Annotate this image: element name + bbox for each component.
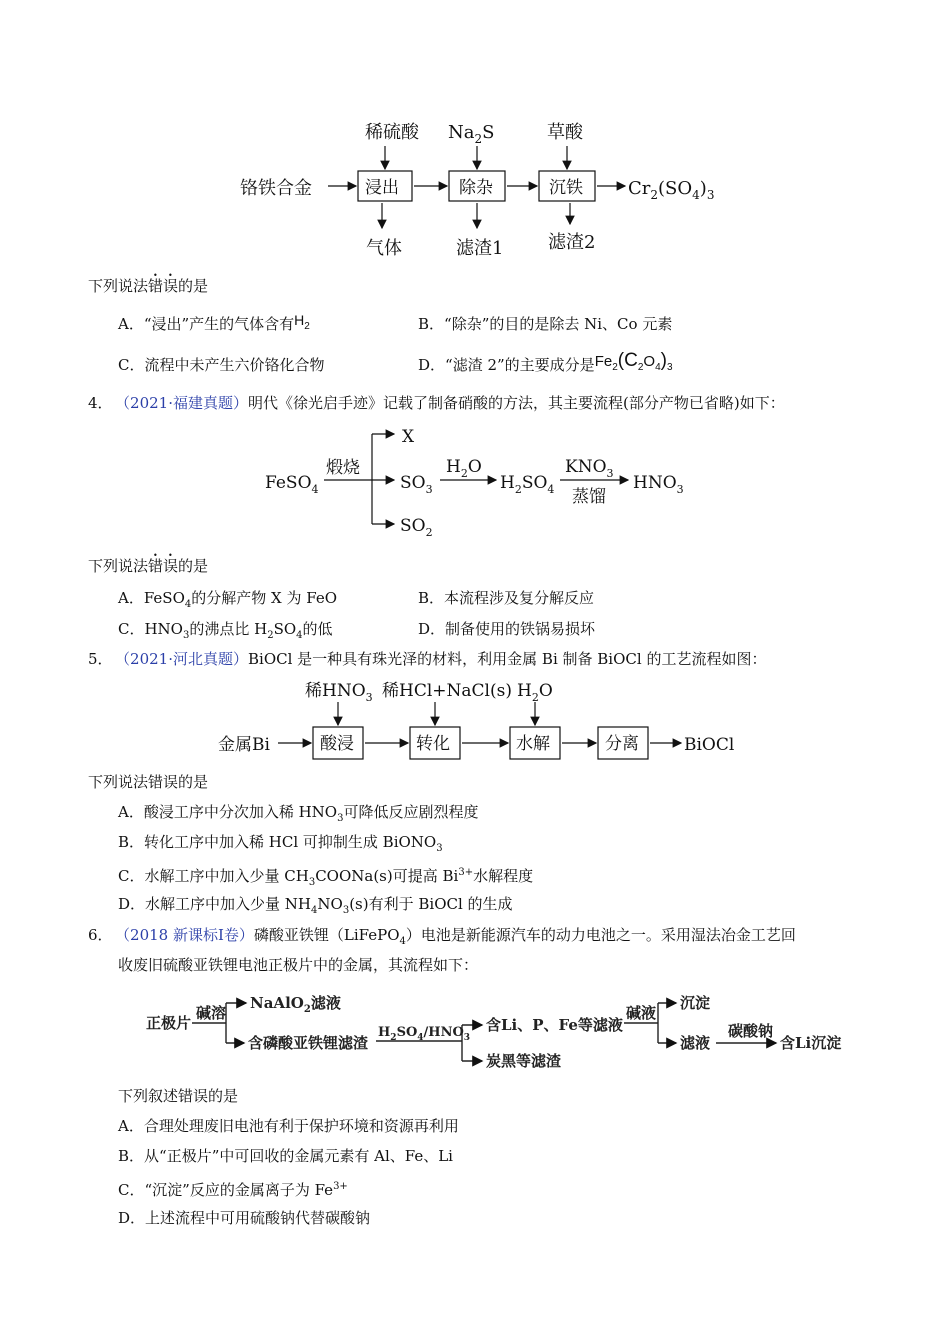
- q6-stem: 下列叙述错误的是: [118, 1087, 239, 1105]
- q6-header-line1: 6． （2018 新课标Ⅰ卷）磷酸亚铁锂（LiFePO$_4$）电池是新能源汽车的动力电池之一。采用湿法冶金工艺回: [88, 926, 796, 947]
- q5-flow-diagram: [210, 676, 770, 770]
- q3-input-acid: 稀硫酸: [365, 122, 419, 143]
- q5-stem: 下列说法错误的是: [88, 773, 209, 791]
- q5-product: BiOCl: [684, 735, 735, 755]
- q4-header: 4． （2021·福建真题）明代《徐光启手迹》记载了制备硝酸的方法，其主要流程(部分产物已省略)如下：: [88, 394, 785, 412]
- q6-option-a[interactable]: A．合理处理废旧电池有利于保护环境和资源再利用: [118, 1117, 459, 1135]
- q3-product: $Cr_2(SO_4)_3$: [628, 178, 715, 202]
- q6-filtrate2: 滤液: [680, 1034, 711, 1052]
- q5-in2: 稀HCl+NaCl(s): [382, 681, 512, 701]
- q5-option-c[interactable]: C．水解工序中加入少量 $CH_3COONa(s)$可提高 $Bi^{3+}$水解程度: [118, 867, 534, 888]
- q3-option-c[interactable]: C．流程中未产生六价铬化合物: [118, 356, 325, 374]
- q4-h2so4: $H_2SO_4$: [500, 473, 555, 496]
- q4-hno3: $HNO_3$: [633, 473, 684, 496]
- q6-alkali1: 碱溶: [196, 1004, 227, 1022]
- q4-flow-diagram: [260, 420, 700, 545]
- q3-d-formula: $Fe_2(C_2O_4)_3$: [594, 350, 673, 373]
- q4-so2: $SO_2$: [400, 516, 433, 539]
- svg-text:除杂: 除杂: [459, 178, 493, 198]
- q3-input-oxalic: 草酸: [547, 122, 583, 143]
- q4-option-b[interactable]: B．本流程涉及复分解反应: [418, 589, 595, 607]
- q4-so3: $SO_3$: [400, 473, 433, 496]
- q6-li-precip: 含Li沉淀: [780, 1034, 842, 1052]
- q6-alkali2: 碱液: [626, 1004, 657, 1022]
- q5-header: 5． （2021·河北真题）BiOCl 是一种具有珠光泽的材料，利用金属 Bi 制备 BiOCl 的工艺流程如图：: [88, 650, 767, 668]
- q6-filtrate: 含Li、P、Fe等滤液: [486, 1016, 623, 1034]
- q4-distill: 蒸馏: [572, 487, 606, 507]
- q4-heat: 煅烧: [326, 458, 360, 478]
- q3-option-a[interactable]: A．“浸出”产生的气体含有$H_2$: [118, 312, 310, 333]
- q4-start: FeSO$_4$: [265, 473, 319, 496]
- q3-output-residue2: 滤渣2: [548, 232, 596, 253]
- q6-naalo2: NaAlO$_2$滤液: [250, 994, 341, 1015]
- q4-option-a[interactable]: A．FeSO$_4$的分解产物 X 为 FeO: [118, 589, 337, 610]
- q3-a-formula: $H_2$: [294, 312, 310, 332]
- svg-text:转化: 转化: [416, 734, 450, 754]
- q5-in1: 稀$HNO_3$: [305, 681, 373, 704]
- q4-option-d[interactable]: D．制备使用的铁锅易损坏: [418, 620, 596, 638]
- q6-residue1: 含磷酸亚铁锂滤渣: [248, 1034, 369, 1052]
- q6-start: 正极片: [146, 1014, 192, 1032]
- q3-option-d[interactable]: D．“滤渣 2”的主要成分是$Fe_2(C_2O_4)_3$: [418, 350, 673, 374]
- svg-text:沉铁: 沉铁: [549, 178, 583, 198]
- svg-text:分离: 分离: [605, 734, 639, 754]
- q3-stem: 下列说法错误的是: [88, 277, 209, 295]
- q5-option-a[interactable]: A．酸浸工序中分次加入稀 $HNO_3$可降低反应剧烈程度: [118, 803, 479, 824]
- q6-carbon: 炭黑等滤渣: [486, 1052, 562, 1070]
- q3-output-gas: 气体: [366, 238, 402, 259]
- q4-x: X: [402, 427, 415, 447]
- q5-option-d[interactable]: D．水解工序中加入少量 $NH_4NO_3(s)$有利于 BiOCl 的生成: [118, 895, 513, 916]
- q6-na2co3: 碳酸钠: [728, 1022, 774, 1040]
- svg-text:水解: 水解: [516, 734, 550, 754]
- q4-h2o: $H_2O$: [446, 457, 482, 480]
- q3-flow-diagram: [230, 110, 730, 270]
- q4-kno3: $KNO_3$: [565, 457, 614, 480]
- q6-acid: $H_2SO_4/HNO_3$: [378, 1025, 471, 1043]
- q6-precip: 沉淀: [680, 994, 711, 1012]
- q5-start: 金属Bi: [218, 735, 270, 755]
- q4-option-c[interactable]: C．$HNO_3$的沸点比 $H_2SO_4$的低: [118, 620, 333, 641]
- q6-header-line2: 收废旧硫酸亚铁锂电池正极片中的金属，其流程如下：: [118, 956, 479, 974]
- q5-in3: $H_2O$: [517, 681, 553, 704]
- q6-option-b[interactable]: B．从“正极片”中可回收的金属元素有 Al、Fe、Li: [118, 1147, 453, 1165]
- q6-flow-diagram: [140, 986, 860, 1078]
- q5-option-b[interactable]: B．转化工序中加入稀 HCl 可抑制生成 BiONO$_3$: [118, 833, 443, 854]
- q6-option-c[interactable]: C．“沉淀”反应的金属离子为 $Fe^{3+}$: [118, 1181, 348, 1199]
- svg-text:酸浸: 酸浸: [320, 734, 354, 754]
- q6-option-d[interactable]: D．上述流程中可用硫酸钠代替碳酸钠: [118, 1209, 371, 1227]
- svg-text:浸出: 浸出: [365, 178, 399, 198]
- q3-input-na2s: $Na_2S$: [448, 122, 495, 146]
- q3-start: 铬铁合金: [240, 178, 312, 199]
- q3-output-residue1: 滤渣1: [456, 238, 504, 259]
- q3-option-b[interactable]: B．“除杂”的目的是除去 Ni、Co 元素: [418, 315, 673, 333]
- q4-stem: 下列说法错误的是: [88, 557, 209, 575]
